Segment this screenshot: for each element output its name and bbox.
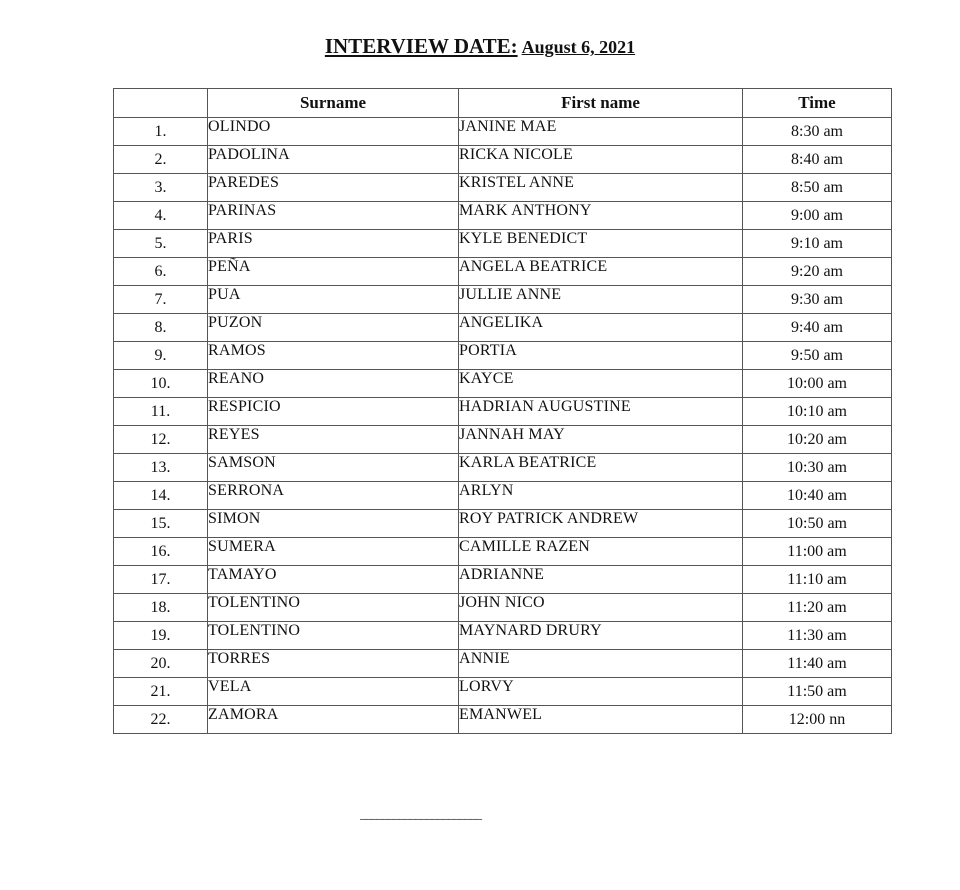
surname-cell: REYES — [208, 426, 459, 454]
time-cell: 8:40 am — [743, 146, 892, 174]
first-name-cell: JOHN NICO — [459, 594, 743, 622]
surname-cell: PUZON — [208, 314, 459, 342]
time-cell: 11:30 am — [743, 622, 892, 650]
time-cell: 11:50 am — [743, 678, 892, 706]
row-number-cell: 13. — [114, 454, 208, 482]
first-name-cell: RICKA NICOLE — [459, 146, 743, 174]
time-cell: 9:00 am — [743, 202, 892, 230]
row-number-cell: 3. — [114, 174, 208, 202]
table-row — [114, 650, 892, 678]
first-name-cell: EMANWEL — [459, 706, 743, 734]
first-name-cell: MARK ANTHONY — [459, 202, 743, 230]
table-header-row — [114, 89, 892, 118]
surname-cell: ZAMORA — [208, 706, 459, 734]
page-title — [0, 34, 960, 59]
first-name-cell: LORVY — [459, 678, 743, 706]
surname-cell: TOLENTINO — [208, 622, 459, 650]
surname-cell: OLINDO — [208, 118, 459, 146]
row-number-cell: 11. — [114, 398, 208, 426]
first-name-cell: MAYNARD DRURY — [459, 622, 743, 650]
surname-cell: PUA — [208, 286, 459, 314]
time-cell: 10:50 am — [743, 510, 892, 538]
surname-cell: TORRES — [208, 650, 459, 678]
time-cell: 8:50 am — [743, 174, 892, 202]
table-row — [114, 230, 892, 258]
table-row — [114, 286, 892, 314]
first-name-cell: JULLIE ANNE — [459, 286, 743, 314]
table-row — [114, 118, 892, 146]
row-number-cell: 6. — [114, 258, 208, 286]
first-name-cell: KRISTEL ANNE — [459, 174, 743, 202]
time-cell: 10:40 am — [743, 482, 892, 510]
first-name-cell: JANNAH MAY — [459, 426, 743, 454]
first-name-cell: JANINE MAE — [459, 118, 743, 146]
time-cell: 9:20 am — [743, 258, 892, 286]
time-cell: 9:30 am — [743, 286, 892, 314]
table-row — [114, 174, 892, 202]
interview-date: August 6, 2021 — [521, 37, 636, 57]
table-row — [114, 622, 892, 650]
time-cell: 10:20 am — [743, 426, 892, 454]
surname-cell: PARINAS — [208, 202, 459, 230]
surname-cell: VELA — [208, 678, 459, 706]
surname-cell: REANO — [208, 370, 459, 398]
time-cell: 11:10 am — [743, 566, 892, 594]
column-header-first-name: First name — [459, 89, 743, 118]
first-name-cell: ROY PATRICK ANDREW — [459, 510, 743, 538]
table-row — [114, 594, 892, 622]
time-cell: 9:50 am — [743, 342, 892, 370]
time-cell: 8:30 am — [743, 118, 892, 146]
interview-schedule-table — [113, 88, 892, 734]
row-number-cell: 1. — [114, 118, 208, 146]
time-cell: 9:10 am — [743, 230, 892, 258]
first-name-cell: CAMILLE RAZEN — [459, 538, 743, 566]
surname-cell: PADOLINA — [208, 146, 459, 174]
row-number-cell: 14. — [114, 482, 208, 510]
table-row — [114, 146, 892, 174]
row-number-cell: 7. — [114, 286, 208, 314]
surname-cell: SAMSON — [208, 454, 459, 482]
table-row — [114, 342, 892, 370]
table-row — [114, 566, 892, 594]
time-cell: 10:10 am — [743, 398, 892, 426]
first-name-cell: HADRIAN AUGUSTINE — [459, 398, 743, 426]
time-cell: 9:40 am — [743, 314, 892, 342]
table-row — [114, 538, 892, 566]
row-number-cell: 10. — [114, 370, 208, 398]
column-header-number — [114, 89, 208, 118]
table-row — [114, 482, 892, 510]
row-number-cell: 16. — [114, 538, 208, 566]
first-name-cell: KAYCE — [459, 370, 743, 398]
first-name-cell: PORTIA — [459, 342, 743, 370]
column-header-time: Time — [743, 89, 892, 118]
table-row — [114, 258, 892, 286]
table-row — [114, 706, 892, 734]
table-row — [114, 314, 892, 342]
row-number-cell: 17. — [114, 566, 208, 594]
table-row — [114, 426, 892, 454]
table-body — [114, 118, 892, 734]
surname-cell: PAREDES — [208, 174, 459, 202]
first-name-cell: ANNIE — [459, 650, 743, 678]
table-row — [114, 678, 892, 706]
surname-cell: TOLENTINO — [208, 594, 459, 622]
surname-cell: SERRONA — [208, 482, 459, 510]
surname-cell: PARIS — [208, 230, 459, 258]
first-name-cell: KARLA BEATRICE — [459, 454, 743, 482]
first-name-cell: ADRIANNE — [459, 566, 743, 594]
surname-cell: SIMON — [208, 510, 459, 538]
row-number-cell: 8. — [114, 314, 208, 342]
table-row — [114, 398, 892, 426]
time-cell: 12:00 nn — [743, 706, 892, 734]
first-name-cell: ANGELIKA — [459, 314, 743, 342]
surname-cell: TAMAYO — [208, 566, 459, 594]
surname-cell: RAMOS — [208, 342, 459, 370]
time-cell: 11:20 am — [743, 594, 892, 622]
first-name-cell: KYLE BENEDICT — [459, 230, 743, 258]
row-number-cell: 9. — [114, 342, 208, 370]
table-row — [114, 202, 892, 230]
signature-line: ______________________ — [360, 806, 481, 821]
table-row — [114, 370, 892, 398]
row-number-cell: 5. — [114, 230, 208, 258]
time-cell: 10:30 am — [743, 454, 892, 482]
surname-cell: SUMERA — [208, 538, 459, 566]
first-name-cell: ARLYN — [459, 482, 743, 510]
column-header-surname: Surname — [208, 89, 459, 118]
table-row — [114, 510, 892, 538]
row-number-cell: 22. — [114, 706, 208, 734]
row-number-cell: 15. — [114, 510, 208, 538]
row-number-cell: 18. — [114, 594, 208, 622]
row-number-cell: 19. — [114, 622, 208, 650]
row-number-cell: 12. — [114, 426, 208, 454]
title-label: INTERVIEW DATE: — [324, 34, 518, 58]
first-name-cell: ANGELA BEATRICE — [459, 258, 743, 286]
time-cell: 11:00 am — [743, 538, 892, 566]
time-cell: 10:00 am — [743, 370, 892, 398]
row-number-cell: 20. — [114, 650, 208, 678]
row-number-cell: 2. — [114, 146, 208, 174]
time-cell: 11:40 am — [743, 650, 892, 678]
row-number-cell: 21. — [114, 678, 208, 706]
surname-cell: PEÑA — [208, 258, 459, 286]
row-number-cell: 4. — [114, 202, 208, 230]
surname-cell: RESPICIO — [208, 398, 459, 426]
table-row — [114, 454, 892, 482]
